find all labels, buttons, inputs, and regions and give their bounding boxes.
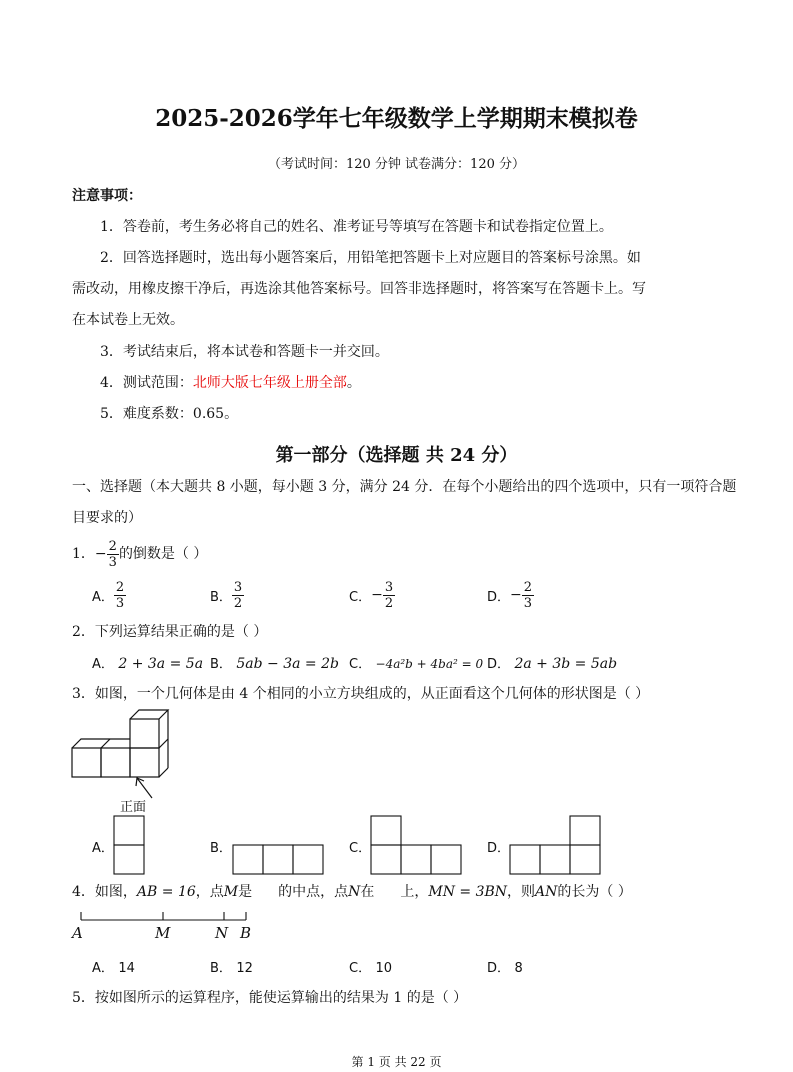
- fraction-numerator: 2: [523, 579, 533, 595]
- option-label: C．: [349, 961, 372, 976]
- q3-option-a-label[interactable]: A．: [92, 841, 114, 856]
- q2-option-c[interactable]: [349, 653, 483, 672]
- stem-text: 的中点，点: [278, 884, 349, 900]
- option-label: D．: [487, 961, 511, 976]
- note-item-2-line-1: 2．回答选择题时，选出每小题答案后，用铅笔把答题卡上对应题目的答案标号涂黑。如: [100, 250, 641, 266]
- stem-math: AB = 16: [136, 884, 196, 900]
- stem-text: 在: [360, 884, 375, 900]
- q2-option-b[interactable]: [210, 653, 339, 672]
- stem-math: MN = 3BN: [428, 884, 508, 900]
- fraction-numerator: 3: [233, 579, 243, 595]
- section-title: 第一部分（选择题 共 24 分）: [275, 445, 518, 466]
- question-1-number: 1．: [72, 546, 95, 562]
- q3-option-d-figure[interactable]: [509, 815, 601, 876]
- option-label: D．: [487, 657, 511, 672]
- option-label: A．: [92, 657, 114, 672]
- option-expression: 2 + 3a = 5a: [118, 656, 204, 672]
- option-fraction: [114, 580, 126, 611]
- q4-option-b[interactable]: [210, 957, 253, 976]
- q3-option-d-label[interactable]: D．: [487, 841, 511, 856]
- question-1-stem: [72, 537, 207, 571]
- option-fraction: [522, 580, 534, 611]
- option-label: B．: [210, 589, 232, 605]
- q3-option-b-label[interactable]: B．: [210, 841, 232, 856]
- notes-heading: 注意事项：: [72, 188, 142, 204]
- test-range: 北师大版七年级上册全部: [192, 375, 347, 391]
- fraction-denominator: 3: [108, 554, 117, 570]
- option-sign: −: [510, 587, 522, 603]
- option-label: A．: [92, 961, 114, 976]
- option-value: 8: [514, 961, 523, 976]
- q4-segment-figure: [76, 906, 256, 926]
- page-number: 第 1 页 共 22 页: [351, 1055, 442, 1069]
- stem-math: M: [223, 884, 239, 900]
- q3-option-c-label[interactable]: C．: [349, 841, 372, 856]
- stem-text: ，点: [195, 884, 224, 900]
- fraction-denominator: 2: [384, 595, 394, 611]
- front-view-label: 正面: [120, 800, 147, 815]
- q1-option-c[interactable]: [349, 578, 395, 612]
- note-item-4-suffix: 。: [346, 375, 361, 391]
- stem-text: ，则: [507, 884, 536, 900]
- point-b-label: B: [240, 924, 252, 942]
- note-item-5: 5．难度系数：0.65。: [100, 406, 239, 422]
- point-m-label: M: [155, 924, 171, 942]
- fraction-numerator: 2: [115, 579, 125, 595]
- q4-option-c[interactable]: [349, 957, 392, 976]
- option-label: B．: [210, 657, 232, 672]
- q1-option-b[interactable]: [210, 578, 244, 612]
- option-label: B．: [210, 961, 232, 976]
- stem-text: 的长为（ ）: [557, 884, 632, 900]
- question-1-sign: −: [94, 546, 107, 562]
- fraction-denominator: 3: [115, 595, 125, 611]
- section-intro-line-1: 一、选择题（本大题共 8 小题，每小题 3 分，满分 24 分．在每个小题给出的四个选项中，只有一项符合题: [72, 479, 737, 495]
- stem-math: N: [348, 884, 361, 900]
- fraction-denominator: 3: [523, 595, 533, 611]
- question-3-stem: 3．如图，一个几何体是由 4 个相同的小立方块组成的，从正面看这个几何体的形状图是（ ）: [72, 686, 650, 702]
- point-n-label: N: [215, 924, 229, 942]
- question-2-stem: 2．下列运算结果正确的是（ ）: [72, 624, 268, 640]
- q4-option-a[interactable]: [92, 957, 135, 976]
- q3-option-c-figure[interactable]: [370, 815, 462, 876]
- option-expression: 5ab − 3a = 2b: [236, 656, 339, 672]
- option-expression: 2a + 3b = 5ab: [514, 656, 618, 672]
- option-expression: −4a²b + 4ba² = 0: [375, 657, 484, 671]
- stem-math: AN: [535, 884, 558, 900]
- note-item-1: 1．答卷前，考生务必将自己的姓名、准考证号等填写在答题卡和试卷指定位置上。: [100, 219, 613, 235]
- fraction-numerator: 3: [384, 579, 394, 595]
- option-label: C．: [349, 657, 372, 672]
- note-item-4-prefix: 4．测试范围：: [100, 375, 193, 391]
- option-label: A．: [92, 589, 114, 605]
- fraction-numerator: 2: [108, 538, 117, 554]
- section-intro-line-2: 目要求的）: [72, 510, 142, 526]
- option-sign: −: [371, 587, 383, 603]
- question-5-stem: 5．按如图所示的运算程序，能使运算输出的结果为 1 的是（ ）: [72, 990, 468, 1006]
- option-fraction: [383, 580, 395, 611]
- note-item-2-line-2: 需改动，用橡皮擦干净后，再选涂其他答案标号。回答非选择题时，将答案写在答题卡上。写: [72, 281, 646, 297]
- q2-option-d[interactable]: [487, 653, 617, 672]
- option-label: C．: [349, 589, 372, 605]
- q1-option-d[interactable]: [487, 578, 534, 612]
- stem-text: 4．如图，: [72, 884, 137, 900]
- option-label: D．: [487, 589, 511, 605]
- question-1-text: 的倒数是（ ）: [118, 546, 208, 562]
- q1-option-a[interactable]: [92, 578, 126, 612]
- note-item-3: 3．考试结束后，将本试卷和答题卡一并交回。: [100, 344, 389, 360]
- stem-text: 是: [238, 884, 253, 900]
- note-item-2-line-3: 在本试卷上无效。: [72, 312, 184, 328]
- point-a-label: A: [72, 924, 83, 942]
- option-value: 10: [375, 961, 393, 976]
- q2-option-a[interactable]: [92, 653, 203, 672]
- page-title: 2025-2026学年七年级数学上学期期末模拟卷: [155, 105, 638, 132]
- option-fraction: [232, 580, 244, 611]
- question-1-fraction: [107, 539, 119, 570]
- q3-option-a-figure[interactable]: [113, 815, 146, 875]
- question-4-stem: [72, 882, 632, 902]
- fraction-denominator: 2: [233, 595, 243, 611]
- option-value: 14: [118, 961, 135, 976]
- option-value: 12: [236, 961, 253, 976]
- q3-option-b-figure[interactable]: [232, 844, 324, 876]
- note-item-4: [100, 373, 361, 393]
- q4-option-d[interactable]: [487, 957, 523, 976]
- exam-info: （考试时间：120 分钟 试卷满分：120 分）: [267, 157, 526, 172]
- stem-text: 上，: [400, 884, 429, 900]
